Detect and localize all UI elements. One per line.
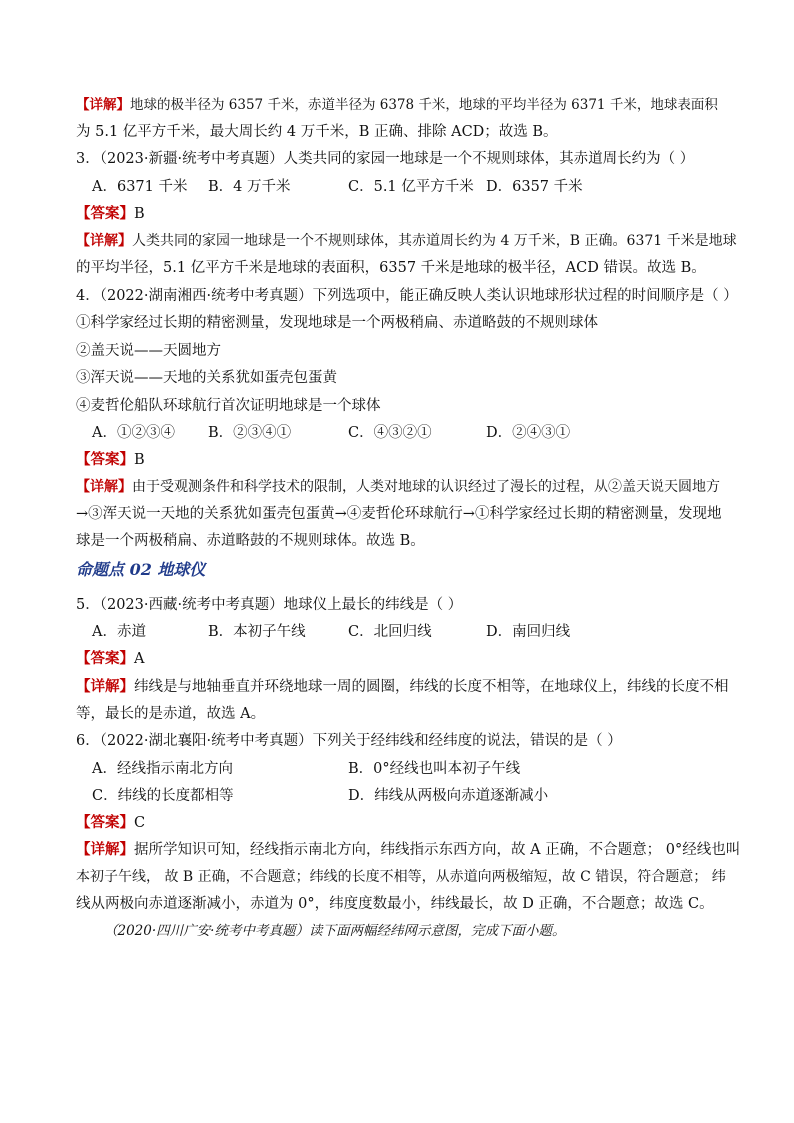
q4-option-d: D．②④③① — [486, 425, 571, 441]
q5-detail-line1: 【详解】纬线是与地轴垂直并环绕地球一周的圆圈，纬线的长度不相等，在地球仪上，纬线的长度不相 — [76, 678, 729, 695]
q4-option-a: A．①②③④ — [92, 425, 175, 441]
q5-option-a: A．赤道 — [92, 624, 146, 640]
q4-option-b: B．②③④① — [208, 425, 292, 441]
q4-item-2: ②盖天说——天圆地方 — [76, 343, 221, 359]
q3-option-a: A．6371 千米 — [92, 179, 188, 195]
q4-detail-line1: 【详解】由于受观测条件和科学技术的限制，人类对地球的认识经过了漫长的过程，从②盖天说天圆地方 — [76, 479, 720, 495]
q4-option-c: C．④③②① — [348, 425, 432, 441]
q4-answer: 【答案】B — [76, 451, 145, 468]
q6-answer: 【答案】C — [76, 814, 146, 831]
q2-detail-line1: 【详解】地球的极半径为 6357 千米，赤道半径为 6378 千米，地球的平均半径为 6371 千米，地球表面积 — [76, 97, 718, 113]
q4-detail-line3: 球是一个两极稍扁、赤道略鼓的不规则球体。故选 B。 — [76, 533, 425, 549]
q2-detail-line2: 为 5.1 亿平方千米，最大周长约 4 万千米，B 正确、排除 ACD；故选 B。 — [76, 124, 558, 140]
q5-detail-line2: 等，最长的是赤道，故选 A。 — [76, 706, 266, 722]
intro-note: （2020·四川广安·统考中考真题）读下面两幅经纬网示意图，完成下面小题。 — [104, 923, 566, 939]
q3-detail-line1: 【详解】人类共同的家园一地球是一个不规则球体，其赤道周长约为 4 万千米，B 正确。6371 千米是地球 — [76, 233, 737, 249]
detail-tag: 【详解】 — [76, 97, 130, 113]
q3-option-d: D．6357 千米 — [486, 179, 583, 195]
q6-stem: 6．（2022·湖北襄阳·统考中考真题）下列关于经纬线和经纬度的说法，错误的是（ ） — [76, 733, 622, 749]
q4-item-1: ①科学家经过长期的精密测量，发现地球是一个两极稍扁、赤道略鼓的不规则球体 — [76, 315, 598, 331]
q5-option-b: B．本初子午线 — [208, 624, 306, 640]
q5-answer: 【答案】A — [76, 650, 145, 667]
q3-option-c: C．5.1 亿平方千米 — [348, 179, 474, 195]
q5-stem: 5．（2023·西藏·统考中考真题）地球仪上最长的纬线是（ ） — [76, 597, 463, 613]
q3-detail-line2: 的平均半径，5.1 亿平方千米是地球的表面积，6357 千米是地球的极半径，ACD 错误。故选 B。 — [76, 260, 706, 276]
q3-option-b: B．4 万千米 — [208, 179, 291, 195]
q3-stem: 3．（2023·新疆·统考中考真题）人类共同的家园一地球是一个不规则球体，其赤道周长约为（ ） — [76, 151, 695, 167]
q4-stem: 4．（2022·湖南湘西·统考中考真题）下列选项中，能正确反映人类认识地球形状过程的时间顺序是（ ） — [76, 288, 738, 304]
q6-option-a: A．经线指示南北方向 — [92, 761, 233, 777]
q4-detail-line2: →③浑天说一天地的关系犹如蛋壳包蛋黄→④麦哲伦环球航行→①科学家经过长期的精密测量，发现地 — [76, 506, 722, 522]
q3-answer: 【答案】B — [76, 205, 145, 222]
q6-option-c: C．纬线的长度都相等 — [92, 788, 234, 804]
q6-option-b: B．0°经线也叫本初子午线 — [348, 761, 521, 777]
q5-option-c: C．北回归线 — [348, 624, 432, 640]
q6-option-d: D．纬线从两极向赤道逐渐减小 — [348, 788, 549, 804]
section-heading: 命题点 02 地球仪 — [76, 560, 206, 579]
q6-detail-line2: 本初子午线， 故 B 正确，不合题意；纬线的长度不相等，从赤道向两极缩短，故 C 错误，符合题意； 纬 — [76, 869, 726, 885]
q5-option-d: D．南回归线 — [486, 624, 571, 640]
q4-item-4: ④麦哲伦船队环球航行首次证明地球是一个球体 — [76, 398, 381, 414]
q6-detail-line1: 【详解】据所学知识可知，经线指示南北方向，纬线指示东西方向，故 A 正确，不合题意； 0°经线也叫 — [76, 841, 741, 858]
q6-detail-line3: 线从两极向赤道逐渐减小，赤道为 0°，纬度度数最小，纬线最长，故 D 正确，不合题意；故选 C。 — [76, 896, 714, 912]
q4-item-3: ③浑天说——天地的关系犹如蛋壳包蛋黄 — [76, 370, 337, 386]
